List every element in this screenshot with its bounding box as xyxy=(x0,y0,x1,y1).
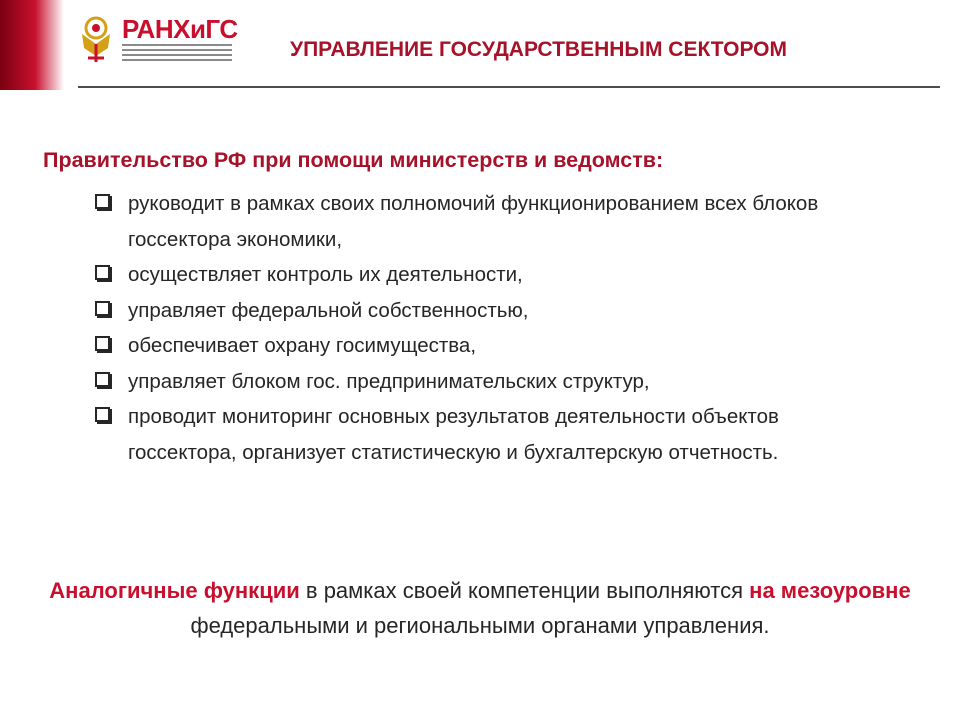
checkbox-bullet-icon xyxy=(95,194,110,209)
list-item-text: руководит в рамках своих полномочий функционированием всех блоков госсектора экономики, xyxy=(128,192,819,251)
list-item xyxy=(93,257,893,293)
section-intro: Правительство РФ при помощи министерств и ведомств: xyxy=(43,148,664,172)
page-title: УПРАВЛЕНИЕ ГОСУДАРСТВЕННЫМ СЕКТОРОМ xyxy=(290,38,787,61)
summary-highlight-functions: Аналогичные функции xyxy=(49,578,300,603)
eagle-emblem-icon xyxy=(78,14,114,64)
list-item-text: управляет блоком гос. предпринимательских структур, xyxy=(128,369,650,393)
summary-text: в рамках своей компетенции выполняются xyxy=(299,578,750,603)
summary-highlight-meso: на мезоуровне xyxy=(749,578,911,603)
corner-accent-block xyxy=(0,0,64,90)
list-item xyxy=(93,399,893,470)
list-item xyxy=(93,364,893,400)
list-item-text: управляет федеральной собственностью, xyxy=(128,298,529,322)
checkbox-bullet-icon xyxy=(95,265,110,280)
list-item xyxy=(93,186,893,257)
header-divider xyxy=(78,86,940,88)
checkbox-bullet-icon xyxy=(95,407,110,422)
function-list xyxy=(93,186,893,470)
checkbox-bullet-icon xyxy=(95,336,110,351)
logo-wordmark: РАНХиГС xyxy=(122,14,238,44)
list-item-text: осуществляет контроль их деятельности, xyxy=(128,263,523,286)
checkbox-bullet-icon xyxy=(95,372,110,387)
summary-text-end: федеральными и региональными органами управления. xyxy=(190,612,770,638)
list-item xyxy=(93,328,893,364)
list-item xyxy=(93,293,893,329)
logo xyxy=(78,14,238,70)
list-item-text: проводит мониторинг основных результатов деятельности объектов госсектора, организует статистическую и бухгалтерскую отчетность. xyxy=(128,405,779,464)
logo-subtitle-lines xyxy=(122,44,232,66)
summary-paragraph xyxy=(20,574,940,643)
list-item-text: обеспечивает охрану госимущества, xyxy=(128,334,477,357)
checkbox-bullet-icon xyxy=(95,301,110,316)
